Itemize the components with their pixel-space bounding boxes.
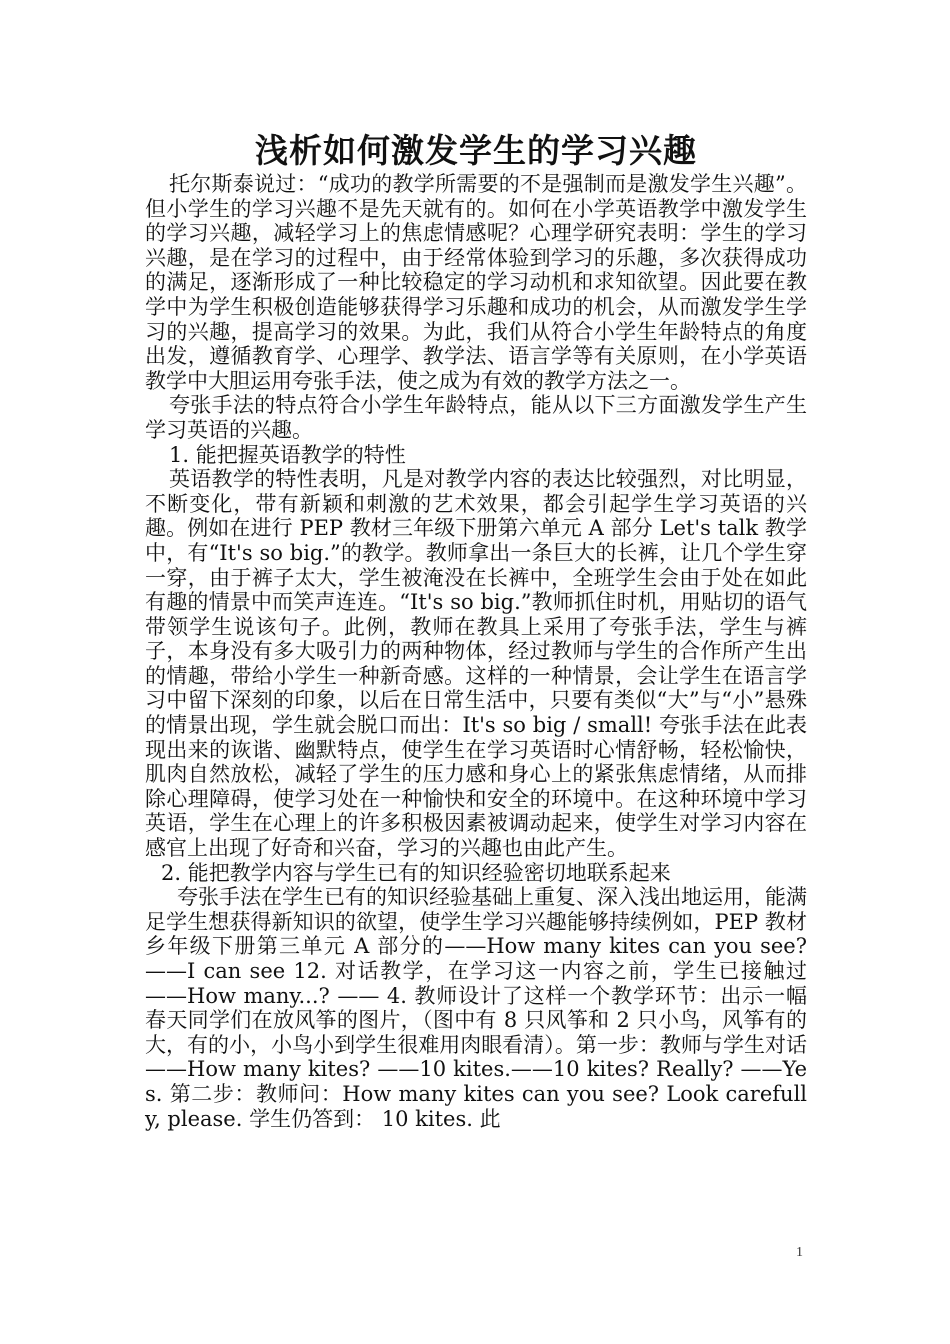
section-heading-2: 2. 能把教学内容与学生已有的知识经验密切地联系起来 — [161, 860, 671, 885]
page-title: 浅析如何激发学生的学习兴趣 — [255, 131, 697, 170]
paragraph-overview: 夸张手法的特点符合小学生年龄特点，能从以下三方面激发学生产生学习英语的兴趣。 — [145, 393, 807, 442]
page-number: 1 — [796, 1245, 803, 1260]
document-body — [145, 128, 807, 1131]
section-heading-1: 1. 能把握英语教学的特性 — [169, 442, 406, 467]
paragraph-section-2: 夸张手法在学生已有的知识经验基础上重复、深入浅出地运用，能满足学生想获得新知识的欲望，使学生学习兴趣能够持续例如，PEP 教材乡年级下册第三单元 A 部分的——How many kites can you see? ——I can see 12. 对话教学，在学习这一内容之前，学生已接触过——How many...? —— 4. 教师设计了这样一个教学环节：出示一幅春天同学们在放风筝的图片，（图中有 8 只风筝和 2 只小鸟，风筝有的大，有的小，小鸟小到学生很难用肉眼看清）。第一步：教师与学生对话 ——How many kites? ——10 kites.——10 kites? Really? ——Yes. 第二步：教师问：How many kites can you see? Look carefully, please. 学生仍答到： 10 kites. 此 — [145, 885, 807, 1131]
paragraph-section-1: 英语教学的特性表明，凡是对教学内容的表达比较强烈，对比明显，不断变化，带有新颖和刺激的艺术效果，都会引起学生学习英语的兴趣。例如在进行 PEP 教材三年级下册第六单元 A 部分 Let's talk 教学中，有“It's so big.”的教学。教师拿出一条巨大的长裤，让几个学生穿一穿，由于裤子太大，学生被淹没在长裤中，全班学生会由于处在如此有趣的情景中而笑声连连。“It's so big.”教师抓住时机，用贴切的语气带领学生说该句子。此例，教师在教具上采用了夸张手法，学生与裤子，本身没有多大吸引力的两种物体，经过教师与学生的合作所产生出的情趣，带给小学生一种新奇感。这样的一种情景，会让学生在语言学习中留下深刻的印象，以后在日常生活中，只要有类似“大”与“小”悬殊的情景出现，学生就会脱口而出：It's so big / small! 夸张手法在此表现出来的诙谐、幽默特点，使学生在学习英语时心情舒畅，轻松愉快，肌肉自然放松，减轻了学生的压力感和身心上的紧张焦虑情绪，从而排除心理障碍，使学习处在一种愉快和安全的环境中。在这种环境中学习英语，学生在心理上的许多积极因素被调动起来，使学生对学习内容在感官上出现了好奇和兴奋，学习的兴趣也由此产生。 — [145, 467, 807, 861]
paragraph-intro: 托尔斯泰说过：“成功的教学所需要的不是强制而是激发学生兴趣”。但小学生的学习兴趣不是先天就有的。如何在小学英语教学中激发学生的学习兴趣，减轻学习上的焦虑情感呢？心理学研究表明：学生的学习兴趣，是在学习的过程中，由于经常体验到学习的乐趣，多次获得成功的满足，逐渐形成了一种比较稳定的学习动机和求知欲望。因此要在教学中为学生积极创造能够获得学习乐趣和成功的机会，从而激发学生学习的兴趣，提高学习的效果。为此，我们从符合小学生年龄特点的角度出发，遵循教育学、心理学、教学法、语言学等有关原则，在小学英语教学中大胆运用夸张手法，使之成为有效的教学方法之一。 — [145, 172, 807, 393]
